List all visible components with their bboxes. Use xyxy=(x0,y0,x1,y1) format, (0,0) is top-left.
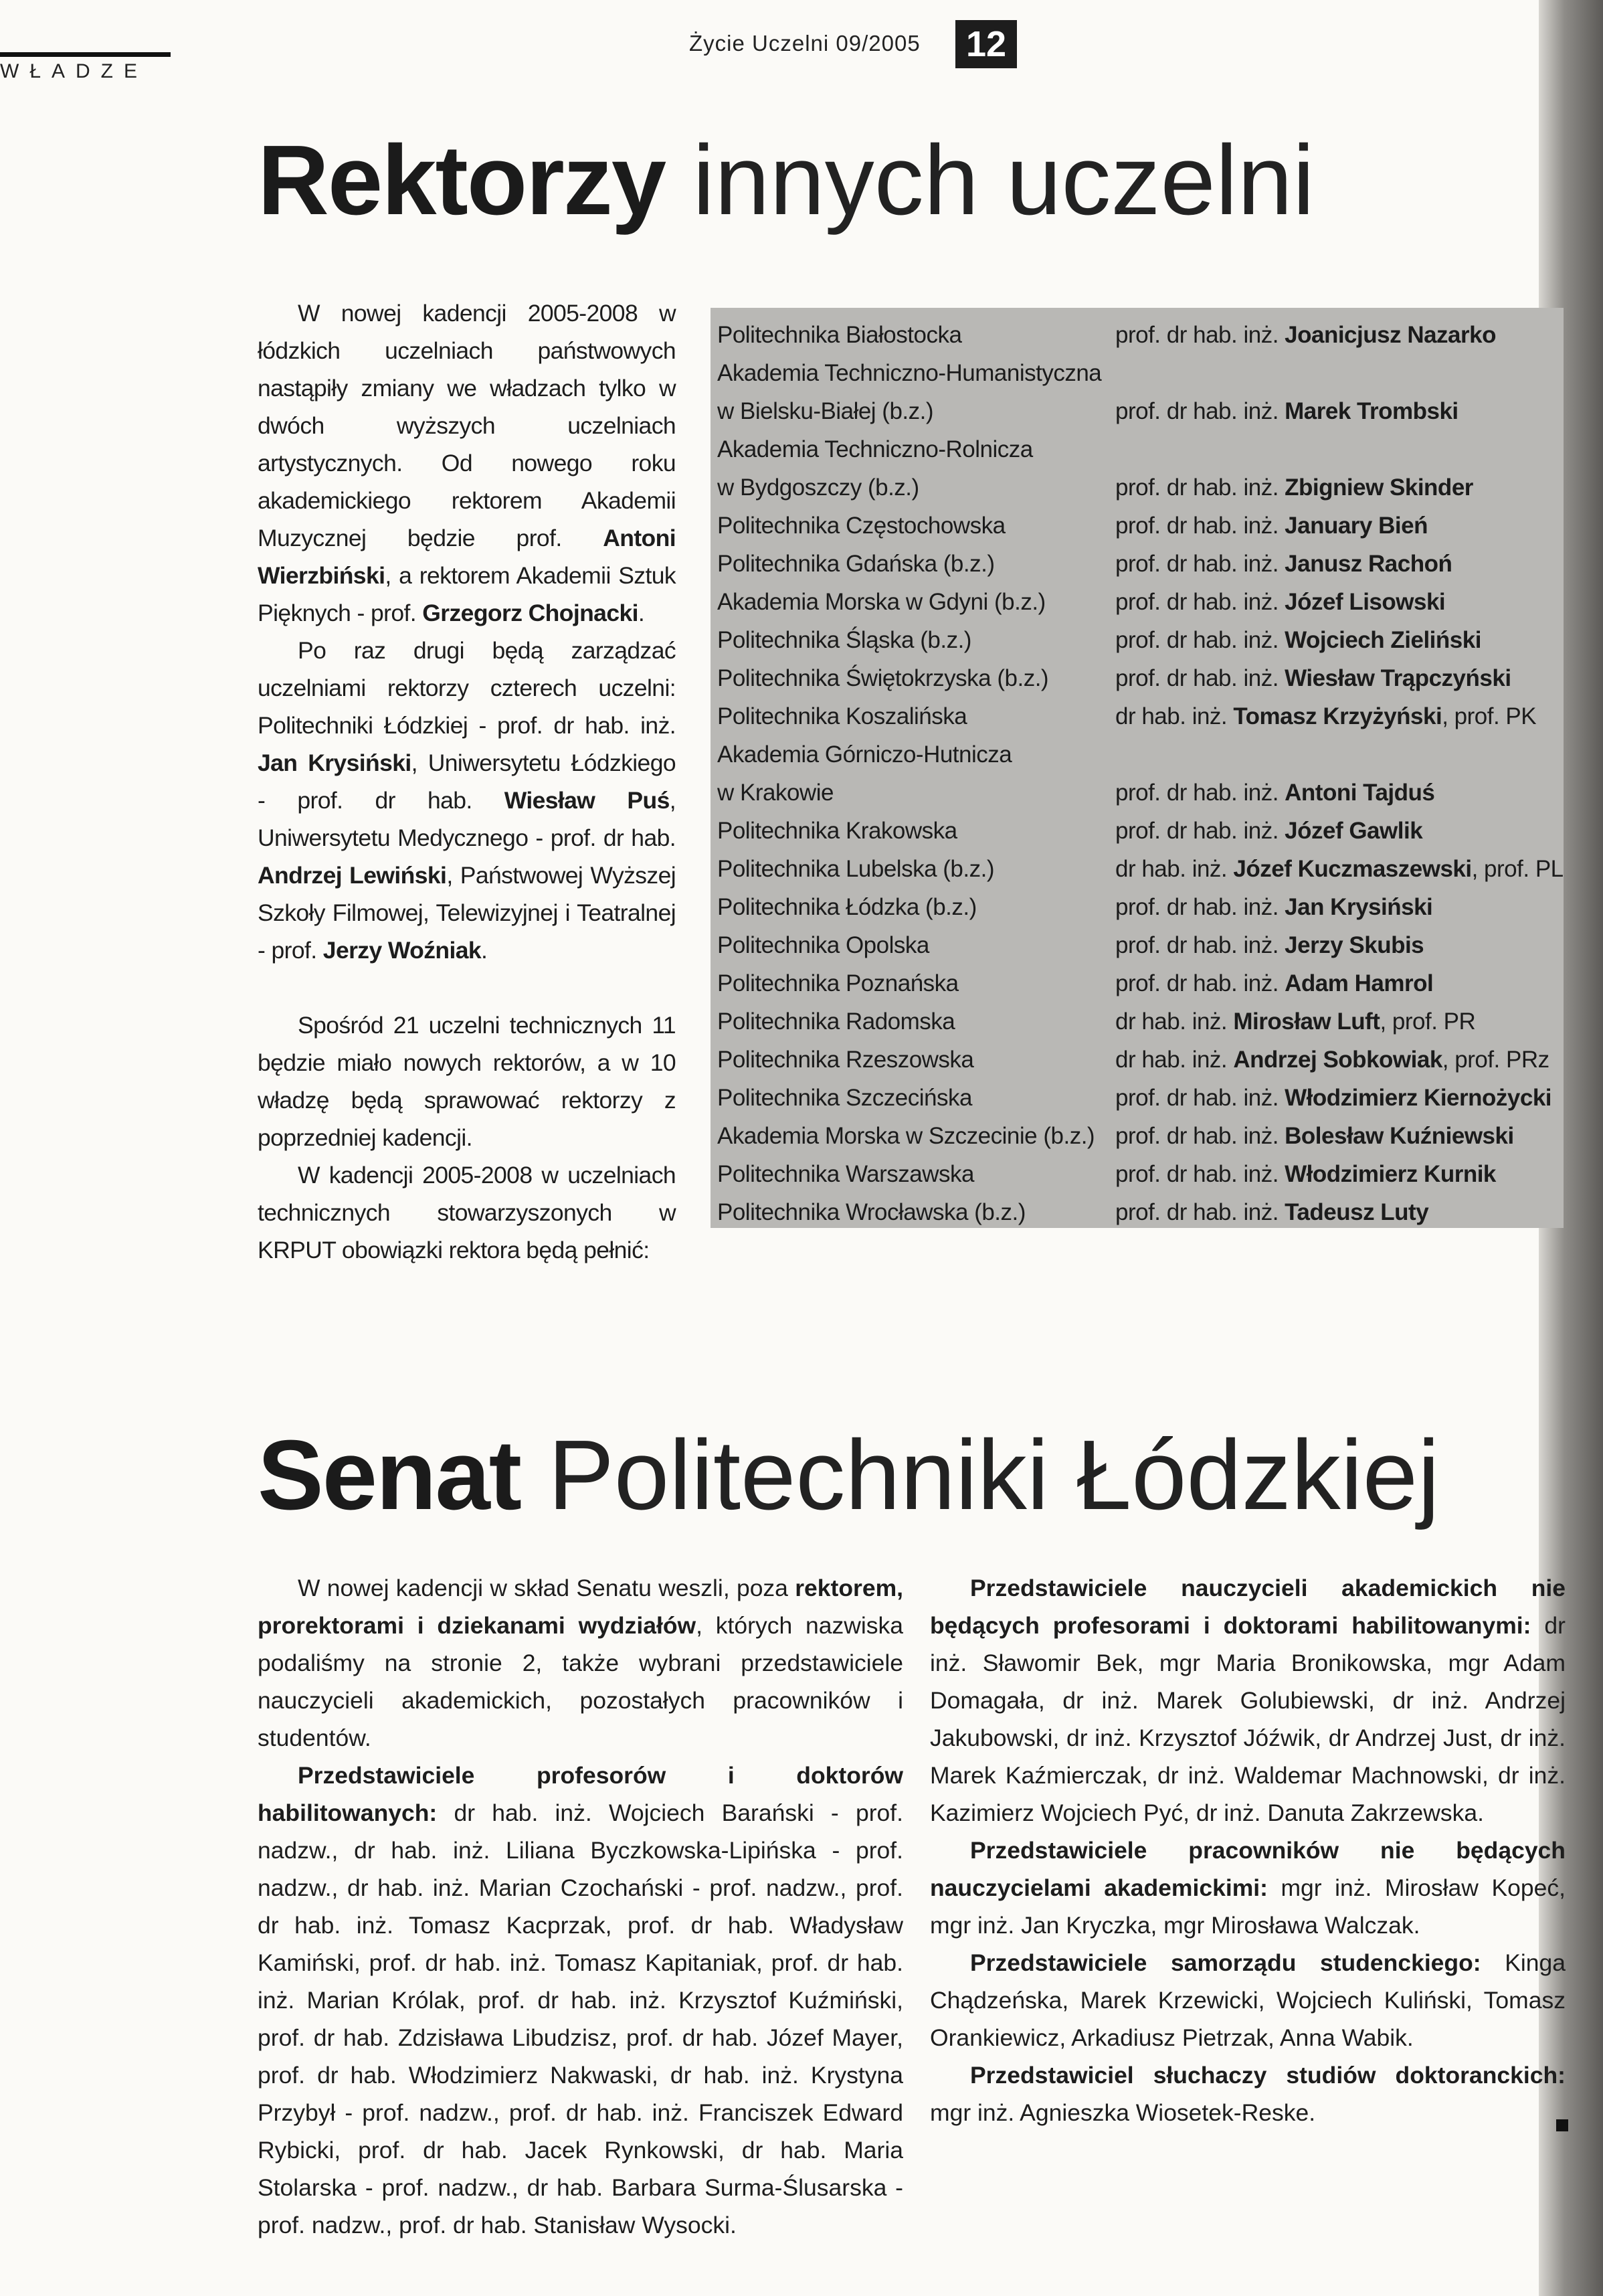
rector-title: prof. dr hab. inż. xyxy=(1115,1161,1285,1187)
rector-title: prof. dr hab. inż. xyxy=(1115,818,1285,844)
person-name: Jerzy Woźniak xyxy=(322,937,481,964)
intro-paragraph-2 xyxy=(258,632,676,969)
university-name: Akademia Techniczno-Rolnicza xyxy=(717,436,1033,462)
rector-name xyxy=(1115,774,1434,812)
senate-title-bold: Senat xyxy=(258,1420,521,1530)
rector-name xyxy=(1115,964,1433,1002)
group-members: dr inż. Sławomir Bek, mgr Maria Bronikowska, mgr Adam Domagała, dr inż. Marek Golubiewski, dr inż. Andrzej Jakubowski, dr inż. Krzysztof Jóźwik, dr Andrzej Just, dr inż. Marek Kaźmierczak, dr inż. Waldemar Machnowski, dr inż. Kazimierz Wojciech Pyć, dr inż. Danuta Zakrzewska. xyxy=(930,1612,1566,1826)
person-name: Wiesław Puś xyxy=(504,787,670,814)
rector-name xyxy=(1115,1117,1514,1155)
rector-surname: Jan Krysiński xyxy=(1285,894,1433,920)
rector-suffix: , prof. PR xyxy=(1380,1008,1476,1035)
rector-surname: Tadeusz Luty xyxy=(1285,1199,1429,1225)
university-name: Politechnika Opolska xyxy=(717,932,929,958)
text-bold: rektorem, prorektorami i dziekanami wydziałów xyxy=(258,1575,903,1639)
university-name: Politechnika Śląska (b.z.) xyxy=(717,627,971,653)
section-label: WŁADZE xyxy=(0,60,149,82)
text: . xyxy=(481,937,488,964)
university-name: w Bydgoszczy (b.z.) xyxy=(717,474,919,501)
group-members: mgr inż. Agnieszka Wiosetek-Reske. xyxy=(930,2099,1316,2126)
university-name: Akademia Morska w Gdyni (b.z.) xyxy=(717,589,1046,615)
senate-students xyxy=(930,1944,1566,2056)
person-name: Andrzej Lewiński xyxy=(258,862,447,889)
rector-surname: Adam Hamrol xyxy=(1285,970,1434,996)
text: , a rektorem Akademii Sztuk Pięknych - prof. xyxy=(258,562,676,626)
university-name: Politechnika Krakowska xyxy=(717,818,957,844)
university-name: w Bielsku-Białej (b.z.) xyxy=(717,398,934,424)
rector-suffix: , prof. PK xyxy=(1442,703,1537,729)
rector-surname: Józef Kuczmaszewski xyxy=(1233,856,1472,882)
rector-title: prof. dr hab. inż. xyxy=(1115,1085,1285,1111)
rector-name xyxy=(1115,659,1511,697)
rector-name xyxy=(1115,621,1481,659)
rector-title: prof. dr hab. inż. xyxy=(1115,894,1285,920)
rector-surname: Tomasz Krzyżyński xyxy=(1233,703,1442,729)
rector-name xyxy=(1115,316,1496,354)
text: W nowej kadencji 2005-2008 w łódzkich uczelniach państwowych nastąpiły zmiany we władzach tylko w dwóch wyższych uczelniach artystycznych. Od nowego roku akademickiego rektorem Akademii Muzycznej będzie prof. xyxy=(258,300,676,551)
senate-professors xyxy=(258,1757,903,2244)
group-members: mgr inż. Mirosław Kopeć, mgr inż. Jan Kryczka, mgr Mirosława Walczak. xyxy=(930,1874,1566,1939)
rector-title: prof. dr hab. inż. xyxy=(1115,551,1285,577)
rector-name xyxy=(1115,697,1536,735)
section-rule xyxy=(0,52,171,57)
university-name: Politechnika Poznańska xyxy=(717,970,959,996)
university-name: Politechnika Rzeszowska xyxy=(717,1047,974,1073)
group-label: Przedstawiciele samorządu studenckiego: xyxy=(970,1949,1481,1976)
rector-name xyxy=(1115,1193,1428,1231)
rector-surname: Włodzimierz Kiernożycki xyxy=(1285,1085,1552,1111)
rector-name xyxy=(1115,507,1428,545)
rector-name xyxy=(1115,1155,1496,1193)
intro-paragraph-1 xyxy=(258,294,676,632)
university-name: Politechnika Radomska xyxy=(717,1008,955,1035)
senate-column-right xyxy=(930,1569,1566,2131)
senate-teachers xyxy=(930,1569,1566,1832)
group-members: dr hab. inż. Wojciech Barański - prof. nadzw., dr hab. inż. Liliana Byczkowska-Lipińska - prof. nadzw., dr hab. inż. Marian Czochański - prof. nadzw., prof. dr hab. inż. Tomasz Kacprzak, prof. dr hab. Władysław Kamiński, prof. dr hab. inż. Tomasz Kapitaniak, prof. dr hab. inż. Marian Królak, prof. dr hab. inż. Krzysztof Kuźmiński, prof. dr hab. Zdzisława Libudzisz, prof. dr hab. Józef Mayer, prof. dr hab. Włodzimierz Nakwaski, dr hab. inż. Krystyna Przybył - prof. nadzw., prof. dr hab. inż. Franciszek Edward Rybicki, prof. dr hab. Jacek Rynkowski, dr hab. Maria Stolarska - prof. nadzw., dr hab. Barbara Surma-Ślusarska - prof. nadzw., prof. dr hab. Stanisław Wysocki. xyxy=(258,1799,903,2238)
university-name: Akademia Techniczno-Humanistyczna xyxy=(717,360,1102,386)
university-name: Akademia Górniczo-Hutnicza xyxy=(717,741,1012,768)
senate-doctoral xyxy=(930,2056,1566,2131)
senate-title xyxy=(258,1422,1440,1529)
university-name: Politechnika Koszalińska xyxy=(717,703,967,729)
rector-title: prof. dr hab. inż. xyxy=(1115,970,1285,996)
running-head: Życie Uczelni 09/2005 xyxy=(689,31,921,56)
rector-title: dr hab. inż. xyxy=(1115,1008,1234,1035)
rector-name xyxy=(1115,1041,1549,1079)
rector-surname: Andrzej Sobkowiak xyxy=(1233,1047,1442,1073)
rector-surname: Wiesław Trąpczyński xyxy=(1285,665,1511,691)
rector-name xyxy=(1115,888,1432,926)
rector-title: prof. dr hab. inż. xyxy=(1115,780,1285,806)
text: W nowej kadencji w skład Senatu weszli, poza xyxy=(298,1575,795,1601)
university-name: Politechnika Częstochowska xyxy=(717,513,1006,539)
page-number: 12 xyxy=(955,20,1017,68)
university-name: Politechnika Gdańska (b.z.) xyxy=(717,551,995,577)
rector-surname: Włodzimierz Kurnik xyxy=(1285,1161,1496,1187)
rector-surname: Jerzy Skubis xyxy=(1285,932,1424,958)
university-name: Politechnika Białostocka xyxy=(717,322,962,348)
group-label: Przedstawiciele nauczycieli akademickich nie będących profesorami i doktorami habilitowanymi: xyxy=(930,1575,1566,1639)
rectors-title-light: innych uczelni xyxy=(692,125,1315,236)
rector-title: prof. dr hab. inż. xyxy=(1115,627,1285,653)
rector-title: prof. dr hab. inż. xyxy=(1115,513,1285,539)
rector-title: dr hab. inż. xyxy=(1115,703,1234,729)
rector-name xyxy=(1115,583,1445,621)
rector-name xyxy=(1115,392,1458,430)
intro-paragraph-4: W kadencji 2005-2008 w uczelniach technicznych stowarzyszonych w KRPUT obowiązki rektora będą pełnić: xyxy=(258,1162,676,1263)
senate-intro xyxy=(258,1569,903,1757)
rector-surname: January Bień xyxy=(1285,513,1428,539)
rector-title: prof. dr hab. inż. xyxy=(1115,1123,1285,1149)
university-name: Politechnika Świętokrzyska (b.z.) xyxy=(717,665,1049,691)
rector-name xyxy=(1115,545,1452,583)
text: , Uniwersytetu Łódzkiego - prof. dr hab. xyxy=(258,749,676,814)
rector-surname: Zbigniew Skinder xyxy=(1285,474,1473,501)
university-name: Politechnika Lubelska (b.z.) xyxy=(717,856,994,882)
rector-surname: Wojciech Zieliński xyxy=(1285,627,1481,653)
rector-surname: Bolesław Kuźniewski xyxy=(1285,1123,1514,1149)
rector-surname: Antoni Tajduś xyxy=(1285,780,1435,806)
rector-name xyxy=(1115,926,1424,964)
rector-title: prof. dr hab. inż. xyxy=(1115,589,1285,615)
rectors-title-bold: Rektorzy xyxy=(258,125,666,236)
rector-title: prof. dr hab. inż. xyxy=(1115,474,1285,501)
text: , Państwowej Wyższej Szkoły Filmowej, Telewizyjnej i Teatralnej - prof. xyxy=(258,862,676,964)
university-name: Politechnika Szczecińska xyxy=(717,1085,972,1111)
rector-title: dr hab. inż. xyxy=(1115,856,1234,882)
senate-staff xyxy=(930,1832,1566,1944)
rector-name xyxy=(1115,850,1564,888)
rectors-title xyxy=(258,127,1315,234)
text: , których nazwiska podaliśmy na stronie 2, także wybrani przedstawiciele nauczycieli akademickich, pozostałych pracowników i studentów. xyxy=(258,1612,903,1751)
rector-surname: Janusz Rachoń xyxy=(1285,551,1452,577)
text: Po raz drugi będą zarządzać uczelniami rektorzy czterech uczelni: Politechniki Łódzkiej - prof. dr hab. inż. xyxy=(258,637,676,739)
rector-title: prof. dr hab. inż. xyxy=(1115,398,1285,424)
university-name: w Krakowie xyxy=(717,780,834,806)
rector-surname: Joanicjusz Nazarko xyxy=(1285,322,1496,348)
person-name: Antoni Wierzbiński xyxy=(258,525,676,589)
senate-title-light: Politechniki Łódzkiej xyxy=(548,1420,1440,1530)
university-name: Akademia Morska w Szczecinie (b.z.) xyxy=(717,1123,1095,1149)
text: , Uniwersytetu Medycznego - prof. dr hab. xyxy=(258,787,676,851)
person-name: Jan Krysiński xyxy=(258,749,411,776)
group-label: Przedstawiciel słuchaczy studiów doktoranckich: xyxy=(970,2062,1566,2089)
rectors-intro xyxy=(258,294,676,1269)
rector-name xyxy=(1115,1079,1551,1117)
rector-surname: Józef Lisowski xyxy=(1285,589,1446,615)
senate-column-left xyxy=(258,1569,903,2244)
group-label: Przedstawiciele profesorów i doktorów habilitowanych: xyxy=(258,1762,903,1826)
university-name: Politechnika Warszawska xyxy=(717,1161,975,1187)
rector-title: dr hab. inż. xyxy=(1115,1047,1234,1073)
group-label: Przedstawiciele pracowników nie będących nauczycielami akademickimi: xyxy=(930,1837,1566,1901)
university-name: Politechnika Łódzka (b.z.) xyxy=(717,894,977,920)
rector-name xyxy=(1115,812,1422,850)
rector-name xyxy=(1115,468,1473,507)
intro-paragraph-3: Spośród 21 uczelni technicznych 11 będzie miało nowych rektorów, a w 10 władzę będą sprawować rektorzy z poprzedniej kadencji. xyxy=(258,1012,676,1151)
rector-surname: Mirosław Luft xyxy=(1233,1008,1380,1035)
rector-suffix: , prof. PL xyxy=(1471,856,1564,882)
rector-name xyxy=(1115,1002,1475,1041)
rector-surname: Józef Gawlik xyxy=(1285,818,1423,844)
end-of-article-mark xyxy=(1556,2119,1568,2131)
university-name: Politechnika Wrocławska (b.z.) xyxy=(717,1199,1026,1225)
rector-title: prof. dr hab. inż. xyxy=(1115,665,1285,691)
rector-title: prof. dr hab. inż. xyxy=(1115,1199,1285,1225)
rector-suffix: , prof. PRz xyxy=(1442,1047,1549,1073)
text: . xyxy=(638,600,645,626)
rector-title: prof. dr hab. inż. xyxy=(1115,322,1285,348)
group-members: Kinga Chądzeńska, Marek Krzewicki, Wojciech Kuliński, Tomasz Orankiewicz, Arkadiusz Pietrzak, Anna Wabik. xyxy=(930,1949,1566,2051)
person-name: Grzegorz Chojnacki xyxy=(422,600,638,626)
rector-surname: Marek Trombski xyxy=(1285,398,1458,424)
rector-title: prof. dr hab. inż. xyxy=(1115,932,1285,958)
